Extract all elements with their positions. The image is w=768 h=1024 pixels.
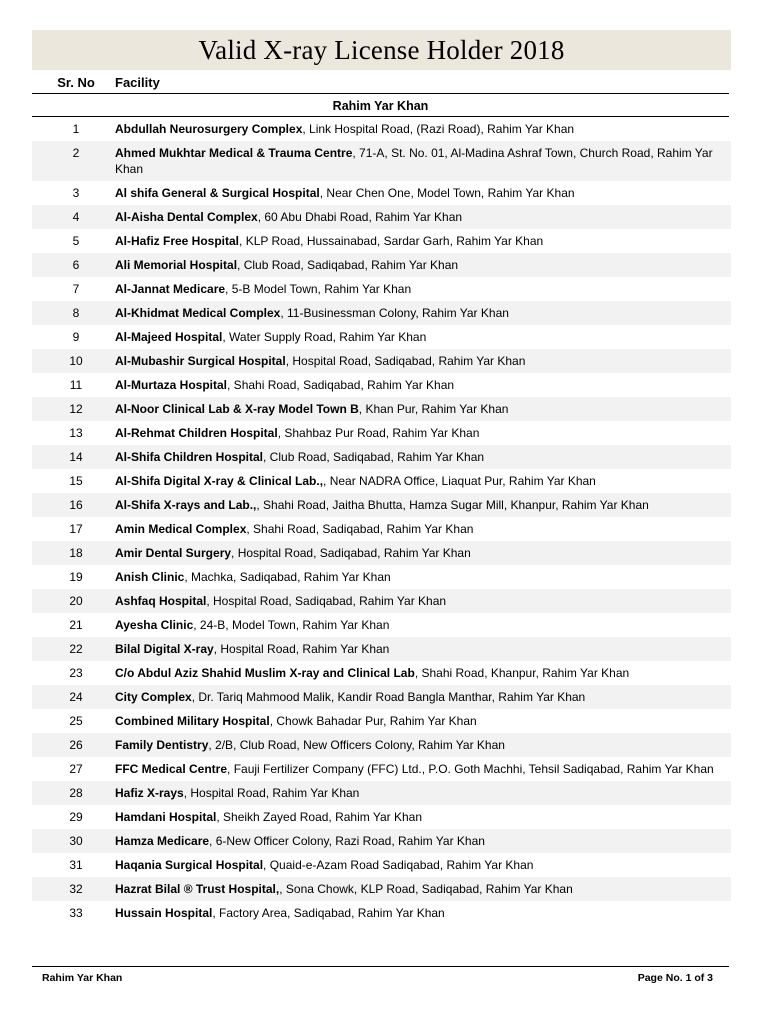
facility-name: FFC Medical Centre <box>115 762 228 776</box>
row-sr-no: 1 <box>72 122 80 136</box>
table-row <box>32 349 731 373</box>
table-row <box>32 517 731 541</box>
row-sr-no: 3 <box>72 186 80 200</box>
facility-name: Hamdani Hospital <box>115 810 217 824</box>
row-sr-no: 24 <box>69 690 83 704</box>
facility-address: , Club Road, Sadiqabad, Rahim Yar Khan <box>237 258 459 272</box>
footer-divider <box>32 966 729 967</box>
table-row <box>32 805 731 829</box>
row-sr-no: 15 <box>69 474 83 488</box>
facility-address: , 24-B, Model Town, Rahim Yar Khan <box>193 618 390 632</box>
table-row <box>32 853 731 877</box>
facility-name: Hamza Medicare <box>115 834 210 848</box>
table-row <box>32 637 731 661</box>
table-row <box>32 829 731 853</box>
table-header <box>32 73 729 94</box>
row-facility <box>115 593 731 609</box>
row-facility <box>115 641 731 657</box>
row-facility <box>115 785 731 801</box>
facility-address: , Near Chen One, Model Town, Rahim Yar Khan <box>319 186 575 200</box>
facility-name: Anish Clinic <box>115 570 185 584</box>
row-sr-no: 8 <box>72 306 80 320</box>
row-sr-no: 22 <box>69 642 83 656</box>
table-row <box>32 205 731 229</box>
table-row <box>32 229 731 253</box>
table-row <box>32 661 731 685</box>
facility-name: Ali Memorial Hospital <box>115 258 238 272</box>
row-sr-no: 17 <box>69 522 83 536</box>
row-facility <box>115 401 731 417</box>
row-facility <box>115 185 731 201</box>
row-sr-no: 6 <box>72 258 80 272</box>
row-sr-no: 7 <box>72 282 80 296</box>
row-facility <box>115 737 731 753</box>
facility-address: , Hospital Road, Rahim Yar Khan <box>183 786 360 800</box>
row-facility <box>115 521 731 537</box>
row-facility <box>115 689 731 705</box>
facility-name: City Complex <box>115 690 192 704</box>
facility-address: , Shahi Road, Jaitha Bhutta, Hamza Sugar Mill, Khanpur, Rahim Yar Khan <box>256 498 649 512</box>
city-group-header: Rahim Yar Khan <box>32 96 729 117</box>
facility-name: Al shifa General & Surgical Hospital <box>115 186 320 200</box>
table-row <box>32 565 731 589</box>
facility-name: C/o Abdul Aziz Shahid Muslim X-ray and Clinical Lab <box>115 666 415 680</box>
row-facility <box>115 257 731 273</box>
facility-address: , 71-A, St. No. 01, Al-Madina Ashraf Town, Church Road, Rahim Yar Khan <box>115 146 713 176</box>
row-facility <box>115 809 731 825</box>
facility-address: , Club Road, Sadiqabad, Rahim Yar Khan <box>263 450 485 464</box>
row-facility <box>115 353 731 369</box>
row-facility <box>115 449 731 465</box>
table-row <box>32 589 731 613</box>
row-sr-no: 32 <box>69 882 83 896</box>
row-sr-no: 18 <box>69 546 83 560</box>
facility-name: Al-Murtaza Hospital <box>115 378 228 392</box>
facility-address: , Hospital Road, Sadiqabad, Rahim Yar Khan <box>206 594 447 608</box>
row-sr-no: 28 <box>69 786 83 800</box>
row-facility <box>115 281 731 297</box>
facility-address: , 60 Abu Dhabi Road, Rahim Yar Khan <box>257 210 463 224</box>
table-row <box>32 469 731 493</box>
row-sr-no: 29 <box>69 810 83 824</box>
title-bar <box>32 30 731 70</box>
facility-name: Ayesha Clinic <box>115 618 194 632</box>
facility-address: , Near NADRA Office, Liaquat Pur, Rahim Yar Khan <box>323 474 596 488</box>
facility-address: , Fauji Fertilizer Company (FFC) Ltd., P.O. Goth Machhi, Tehsil Sadiqabad, Rahim Yar Khan <box>227 762 714 776</box>
facility-name: Al-Majeed Hospital <box>115 330 223 344</box>
facility-address: , Link Hospital Road, (Razi Road), Rahim Yar Khan <box>302 122 575 136</box>
row-sr-no: 23 <box>69 666 83 680</box>
facility-address: , Hospital Road, Sadiqabad, Rahim Yar Khan <box>285 354 526 368</box>
facility-address: , 5-B Model Town, Rahim Yar Khan <box>225 282 412 296</box>
facility-address: , Shahi Road, Khanpur, Rahim Yar Khan <box>414 666 630 680</box>
row-facility <box>115 881 731 897</box>
table-row <box>32 397 731 421</box>
table-row <box>32 709 731 733</box>
row-facility <box>115 145 731 177</box>
row-facility <box>115 233 731 249</box>
row-facility <box>115 329 731 345</box>
facility-name: Ashfaq Hospital <box>115 594 207 608</box>
row-facility <box>115 377 731 393</box>
table-row <box>32 445 731 469</box>
row-facility <box>115 833 731 849</box>
row-facility <box>115 305 731 321</box>
facility-address: , Khan Pur, Rahim Yar Khan <box>358 402 509 416</box>
facility-address: , 6-New Officer Colony, Razi Road, Rahim Yar Khan <box>209 834 485 848</box>
facility-name: Al-Shifa X-rays and Lab., <box>115 498 257 512</box>
row-facility <box>115 209 731 225</box>
facility-address: , Chowk Bahadar Pur, Rahim Yar Khan <box>269 714 477 728</box>
facility-address: , KLP Road, Hussainabad, Sardar Garh, Rahim Yar Khan <box>239 234 544 248</box>
footer-page-number: Page No. 1 of 3 <box>637 972 713 984</box>
table-row <box>32 877 731 901</box>
row-sr-no: 14 <box>69 450 83 464</box>
row-facility <box>115 761 731 777</box>
facility-address: , 11-Businessman Colony, Rahim Yar Khan <box>280 306 509 320</box>
table-row <box>32 141 731 181</box>
table-row <box>32 757 731 781</box>
table-row <box>32 301 731 325</box>
row-sr-no: 2 <box>72 146 80 160</box>
table-row <box>32 901 731 925</box>
facility-list <box>32 117 731 925</box>
facility-address: , Sheikh Zayed Road, Rahim Yar Khan <box>216 810 423 824</box>
row-sr-no: 27 <box>69 762 83 776</box>
facility-name: Hussain Hospital <box>115 906 213 920</box>
facility-address: , Dr. Tariq Mahmood Malik, Kandir Road Bangla Manthar, Rahim Yar Khan <box>191 690 586 704</box>
row-sr-no: 16 <box>69 498 83 512</box>
facility-name: Ahmed Mukhtar Medical & Trauma Centre <box>115 146 353 160</box>
table-row <box>32 781 731 805</box>
table-row <box>32 253 731 277</box>
facility-name: Amir Dental Surgery <box>115 546 232 560</box>
row-facility <box>115 665 731 681</box>
facility-address: , Hospital Road, Rahim Yar Khan <box>213 642 390 656</box>
footer-city: Rahim Yar Khan <box>42 972 123 984</box>
table-row <box>32 373 731 397</box>
row-sr-no: 25 <box>69 714 83 728</box>
row-sr-no: 13 <box>69 426 83 440</box>
facility-name: Al-Jannat Medicare <box>115 282 226 296</box>
row-facility <box>115 425 731 441</box>
facility-name: Amin Medical Complex <box>115 522 247 536</box>
page-title: Valid X-ray License Holder 2018 <box>198 34 565 65</box>
facility-name: Hazrat Bilal ® Trust Hospital, <box>115 882 280 896</box>
table-row <box>32 181 731 205</box>
table-row <box>32 685 731 709</box>
facility-name: Abdullah Neurosurgery Complex <box>115 122 303 136</box>
row-sr-no: 5 <box>72 234 80 248</box>
facility-address: , Shahi Road, Sadiqabad, Rahim Yar Khan <box>227 378 455 392</box>
facility-address: , Machka, Sadiqabad, Rahim Yar Khan <box>184 570 391 584</box>
table-row <box>32 325 731 349</box>
facility-name: Al-Khidmat Medical Complex <box>115 306 281 320</box>
facility-name: Al-Rehmat Children Hospital <box>115 426 278 440</box>
row-facility <box>115 545 731 561</box>
facility-name: Hafiz X-rays <box>115 786 184 800</box>
facility-address: , Water Supply Road, Rahim Yar Khan <box>222 330 427 344</box>
row-facility <box>115 473 731 489</box>
row-sr-no: 20 <box>69 594 83 608</box>
facility-name: Combined Military Hospital <box>115 714 270 728</box>
table-row <box>32 733 731 757</box>
facility-name: Family Dentistry <box>115 738 209 752</box>
facility-address: , Sona Chowk, KLP Road, Sadiqabad, Rahim Yar Khan <box>279 882 573 896</box>
column-header-sr-no: Sr. No <box>57 75 95 90</box>
table-row <box>32 541 731 565</box>
row-facility <box>115 857 731 873</box>
row-facility <box>115 121 731 137</box>
facility-address: , Factory Area, Sadiqabad, Rahim Yar Khan <box>212 906 445 920</box>
row-facility <box>115 569 731 585</box>
table-row <box>32 493 731 517</box>
facility-name: Al-Hafiz Free Hospital <box>115 234 240 248</box>
row-sr-no: 31 <box>69 858 83 872</box>
row-facility <box>115 905 731 921</box>
row-sr-no: 12 <box>69 402 83 416</box>
row-sr-no: 33 <box>69 906 83 920</box>
facility-address: , Shahi Road, Sadiqabad, Rahim Yar Khan <box>246 522 474 536</box>
row-sr-no: 9 <box>72 330 80 344</box>
row-facility <box>115 617 731 633</box>
facility-address: , Quaid-e-Azam Road Sadiqabad, Rahim Yar Khan <box>263 858 534 872</box>
facility-name: Bilal Digital X-ray <box>115 642 214 656</box>
facility-address: , Shahbaz Pur Road, Rahim Yar Khan <box>277 426 480 440</box>
facility-name: Al-Noor Clinical Lab & X-ray Model Town B <box>115 402 359 416</box>
facility-address: , Hospital Road, Sadiqabad, Rahim Yar Khan <box>231 546 471 560</box>
facility-name: Al-Shifa Children Hospital <box>115 450 264 464</box>
column-header-facility: Facility <box>115 75 160 90</box>
table-row <box>32 117 731 141</box>
row-sr-no: 26 <box>69 738 83 752</box>
row-sr-no: 30 <box>69 834 83 848</box>
facility-name: Al-Shifa Digital X-ray & Clinical Lab., <box>115 474 324 488</box>
table-row <box>32 613 731 637</box>
row-facility <box>115 497 731 513</box>
table-row <box>32 277 731 301</box>
facility-address: , 2/B, Club Road, New Officers Colony, Rahim Yar Khan <box>208 738 505 752</box>
facility-name: Al-Mubashir Surgical Hospital <box>115 354 286 368</box>
row-sr-no: 21 <box>69 618 83 632</box>
row-sr-no: 19 <box>69 570 83 584</box>
facility-name: Haqania Surgical Hospital <box>115 858 264 872</box>
table-row <box>32 421 731 445</box>
row-sr-no: 10 <box>69 354 83 368</box>
row-facility <box>115 713 731 729</box>
facility-name: Al-Aisha Dental Complex <box>115 210 258 224</box>
row-sr-no: 4 <box>72 210 80 224</box>
row-sr-no: 11 <box>69 378 83 392</box>
